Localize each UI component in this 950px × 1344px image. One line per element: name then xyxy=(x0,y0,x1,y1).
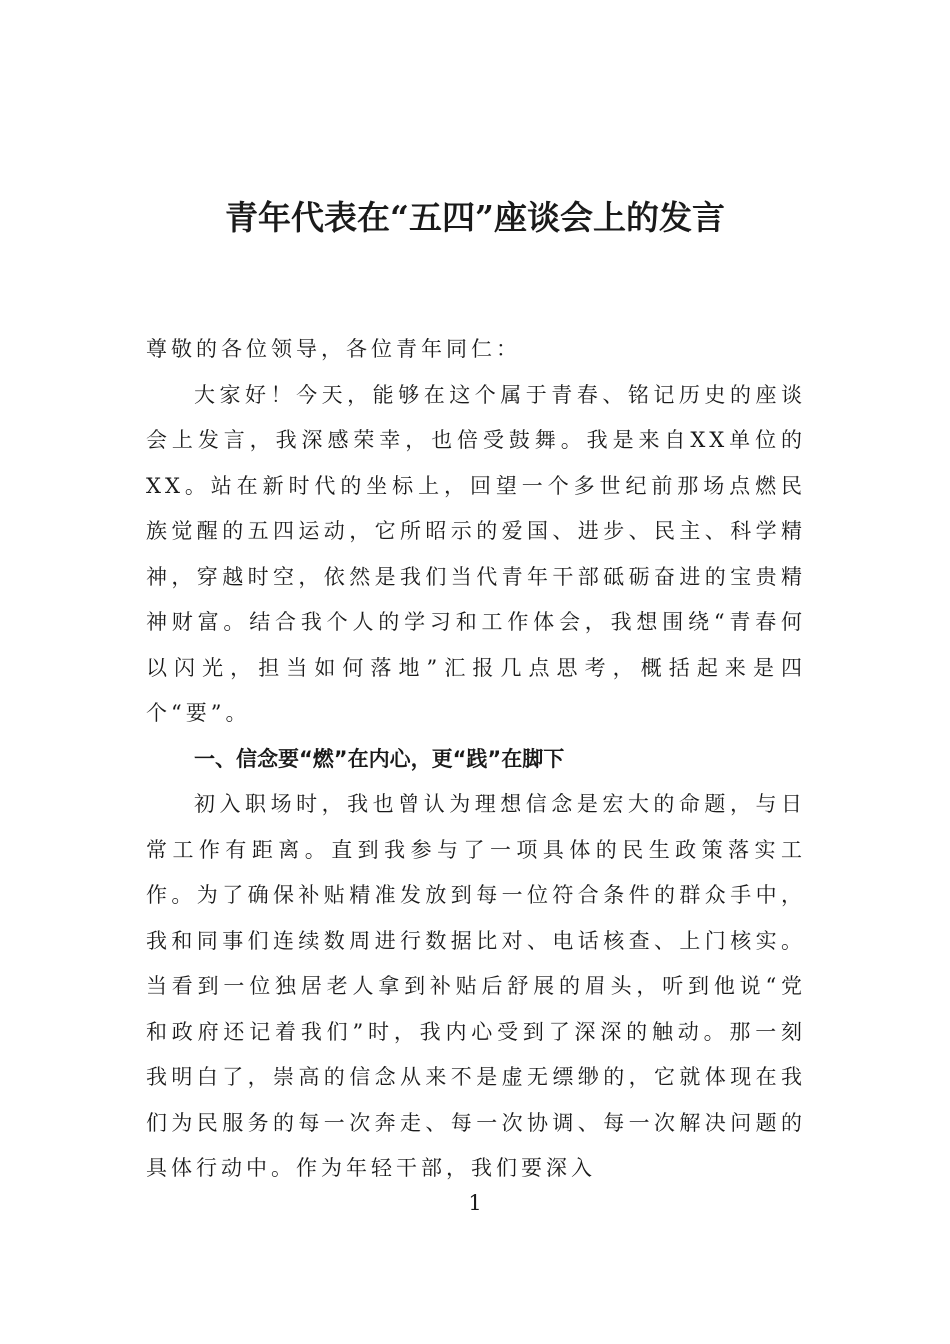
document-body xyxy=(146,327,806,1192)
page-number: 1 xyxy=(468,1191,482,1215)
document-title: 青年代表在“五四”座谈会上的发言 xyxy=(225,198,725,237)
section-heading-1: 一、信念要“燃”在内心，更“践”在脚下 xyxy=(194,746,565,771)
paragraph-section-1: 初入职场时，我也曾认为理想信念是宏大的命题，与日常工作有距离。直到我参与了一项具体的民生政策落实工作。为了确保补贴精准发放到每一位符合条件的群众手中，我和同事们连续数周进行数据比对、电话核查、上门核实。当看到一位独居老人拿到补贴后舒展的眉头，听到他说“党和政府还记着我们”时，我内心受到了深深的触动。那一刻我明白了，崇高的信念从来不是虚无缥缈的，它就体现在我们为民服务的每一次奔走、每一次协调、每一次解决问题的具体行动中。作为年轻干部，我们要深入 xyxy=(146,792,806,1180)
paragraph-intro: 大家好！今天，能够在这个属于青春、铭记历史的座谈会上发言，我深感荣幸，也倍受鼓舞。我是来自XX单位的XX。站在新时代的坐标上，回望一个多世纪前那场点燃民族觉醒的五四运动，它所昭示的爱国、进步、民主、科学精神，穿越时空，依然是我们当代青年干部砥砺奋进的宝贵精神财富。结合我个人的学习和工作体会，我想围绕“青春何以闪光，担当如何落地”汇报几点思考，概括起来是四个“要”。 xyxy=(146,382,806,725)
salutation: 尊敬的各位领导，各位青年同仁： xyxy=(146,337,521,361)
